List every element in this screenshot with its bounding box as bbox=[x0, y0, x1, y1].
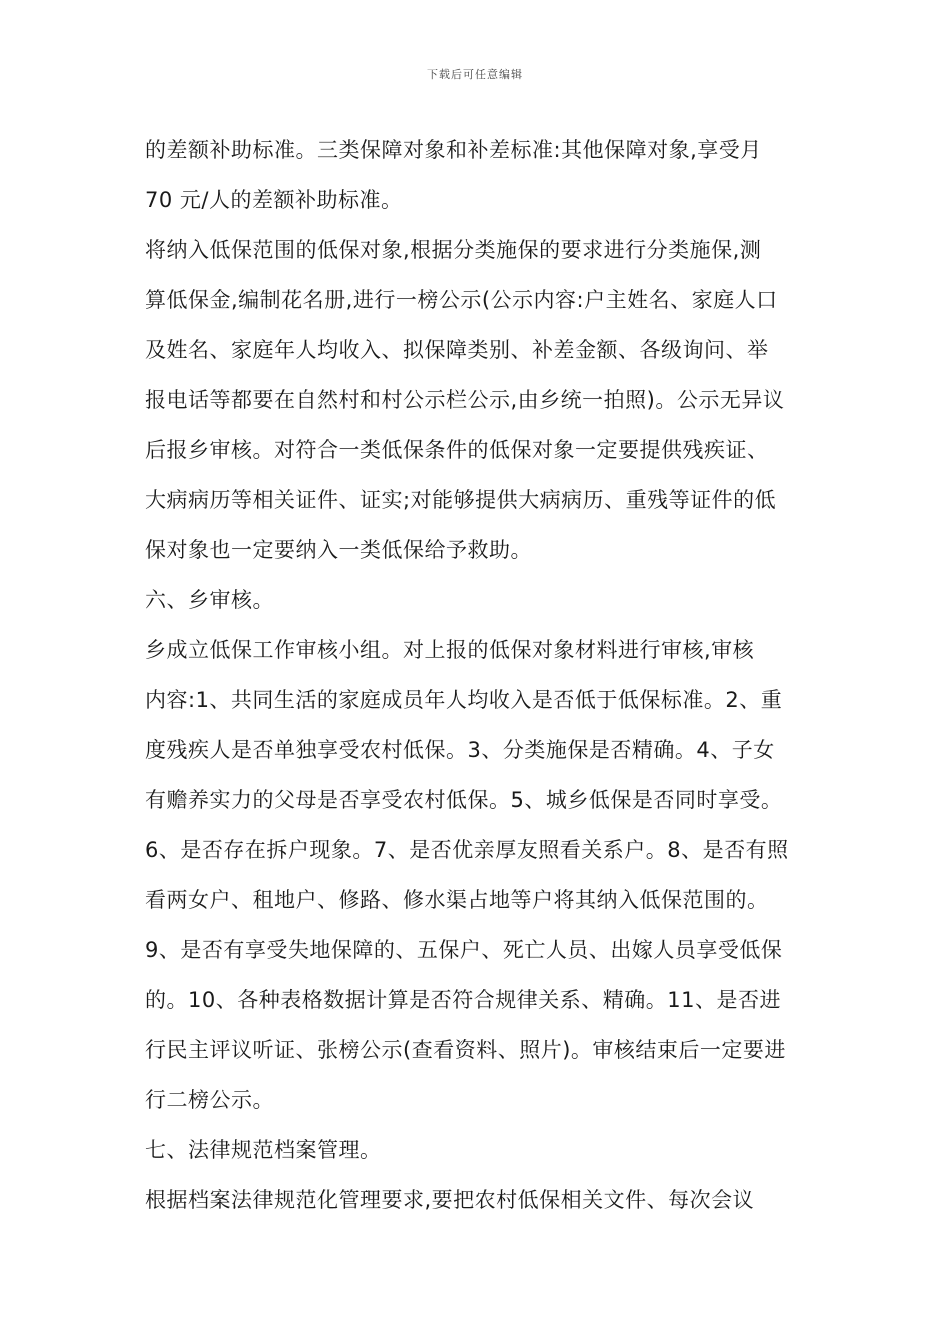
document-body bbox=[145, 125, 817, 1225]
text-line: 内容:1、共同生活的家庭成员年人均收入是否低于低保标准。2、重 bbox=[145, 688, 783, 712]
text-line: 报电话等都要在自然村和村公示栏公示,由乡统一拍照)。公示无异议 bbox=[145, 388, 785, 412]
text-line: 算低保金,编制花名册,进行一榜公示(公示内容:户主姓名、家庭人口 bbox=[145, 288, 778, 312]
text-line: 的。10、各种表格数据计算是否符合规律关系、精确。11、是否进 bbox=[145, 988, 781, 1012]
section-heading: 六、乡审核。 bbox=[145, 588, 274, 612]
text-line: 行二榜公示。 bbox=[145, 1088, 274, 1112]
text-line: 及姓名、家庭年人均收入、拟保障类别、补差金额、各级询问、举 bbox=[145, 338, 769, 362]
text-line: 有赡养实力的父母是否享受农村低保。5、城乡低保是否同时享受。 bbox=[145, 788, 783, 812]
text-line: 大病病历等相关证件、证实;对能够提供大病病历、重残等证件的低 bbox=[145, 488, 777, 512]
text-line: 后报乡审核。对符合一类低保条件的低保对象一定要提供残疾证、 bbox=[145, 438, 769, 462]
text-line: 看两女户、租地户、修路、修水渠占地等户将其纳入低保范围的。 bbox=[145, 888, 769, 912]
page-header: 下载后可任意编辑 bbox=[427, 68, 523, 81]
text-line: 6、是否存在拆户现象。7、是否优亲厚友照看关系户。8、是否有照 bbox=[145, 838, 789, 862]
text-line: 度残疾人是否单独享受农村低保。3、分类施保是否精确。4、子女 bbox=[145, 738, 775, 762]
text-line: 将纳入低保范围的低保对象,根据分类施保的要求进行分类施保,测 bbox=[145, 238, 762, 262]
text-line: 9、是否有享受失地保障的、五保户、死亡人员、出嫁人员享受低保 bbox=[145, 938, 783, 962]
text-line: 乡成立低保工作审核小组。对上报的低保对象材料进行审核,审核 bbox=[145, 638, 755, 662]
text-line: 根据档案法律规范化管理要求,要把农村低保相关文件、每次会议 bbox=[145, 1188, 755, 1212]
section-heading: 七、法律规范档案管理。 bbox=[145, 1138, 382, 1162]
text-line: 的差额补助标准。三类保障对象和补差标准:其他保障对象,享受月 bbox=[145, 138, 762, 162]
text-line: 保对象也一定要纳入一类低保给予救助。 bbox=[145, 538, 532, 562]
text-line: 行民主评议听证、张榜公示(查看资料、照片)。审核结束后一定要进 bbox=[145, 1038, 786, 1062]
text-line: 70 元/人的差额补助标准。 bbox=[145, 188, 403, 212]
